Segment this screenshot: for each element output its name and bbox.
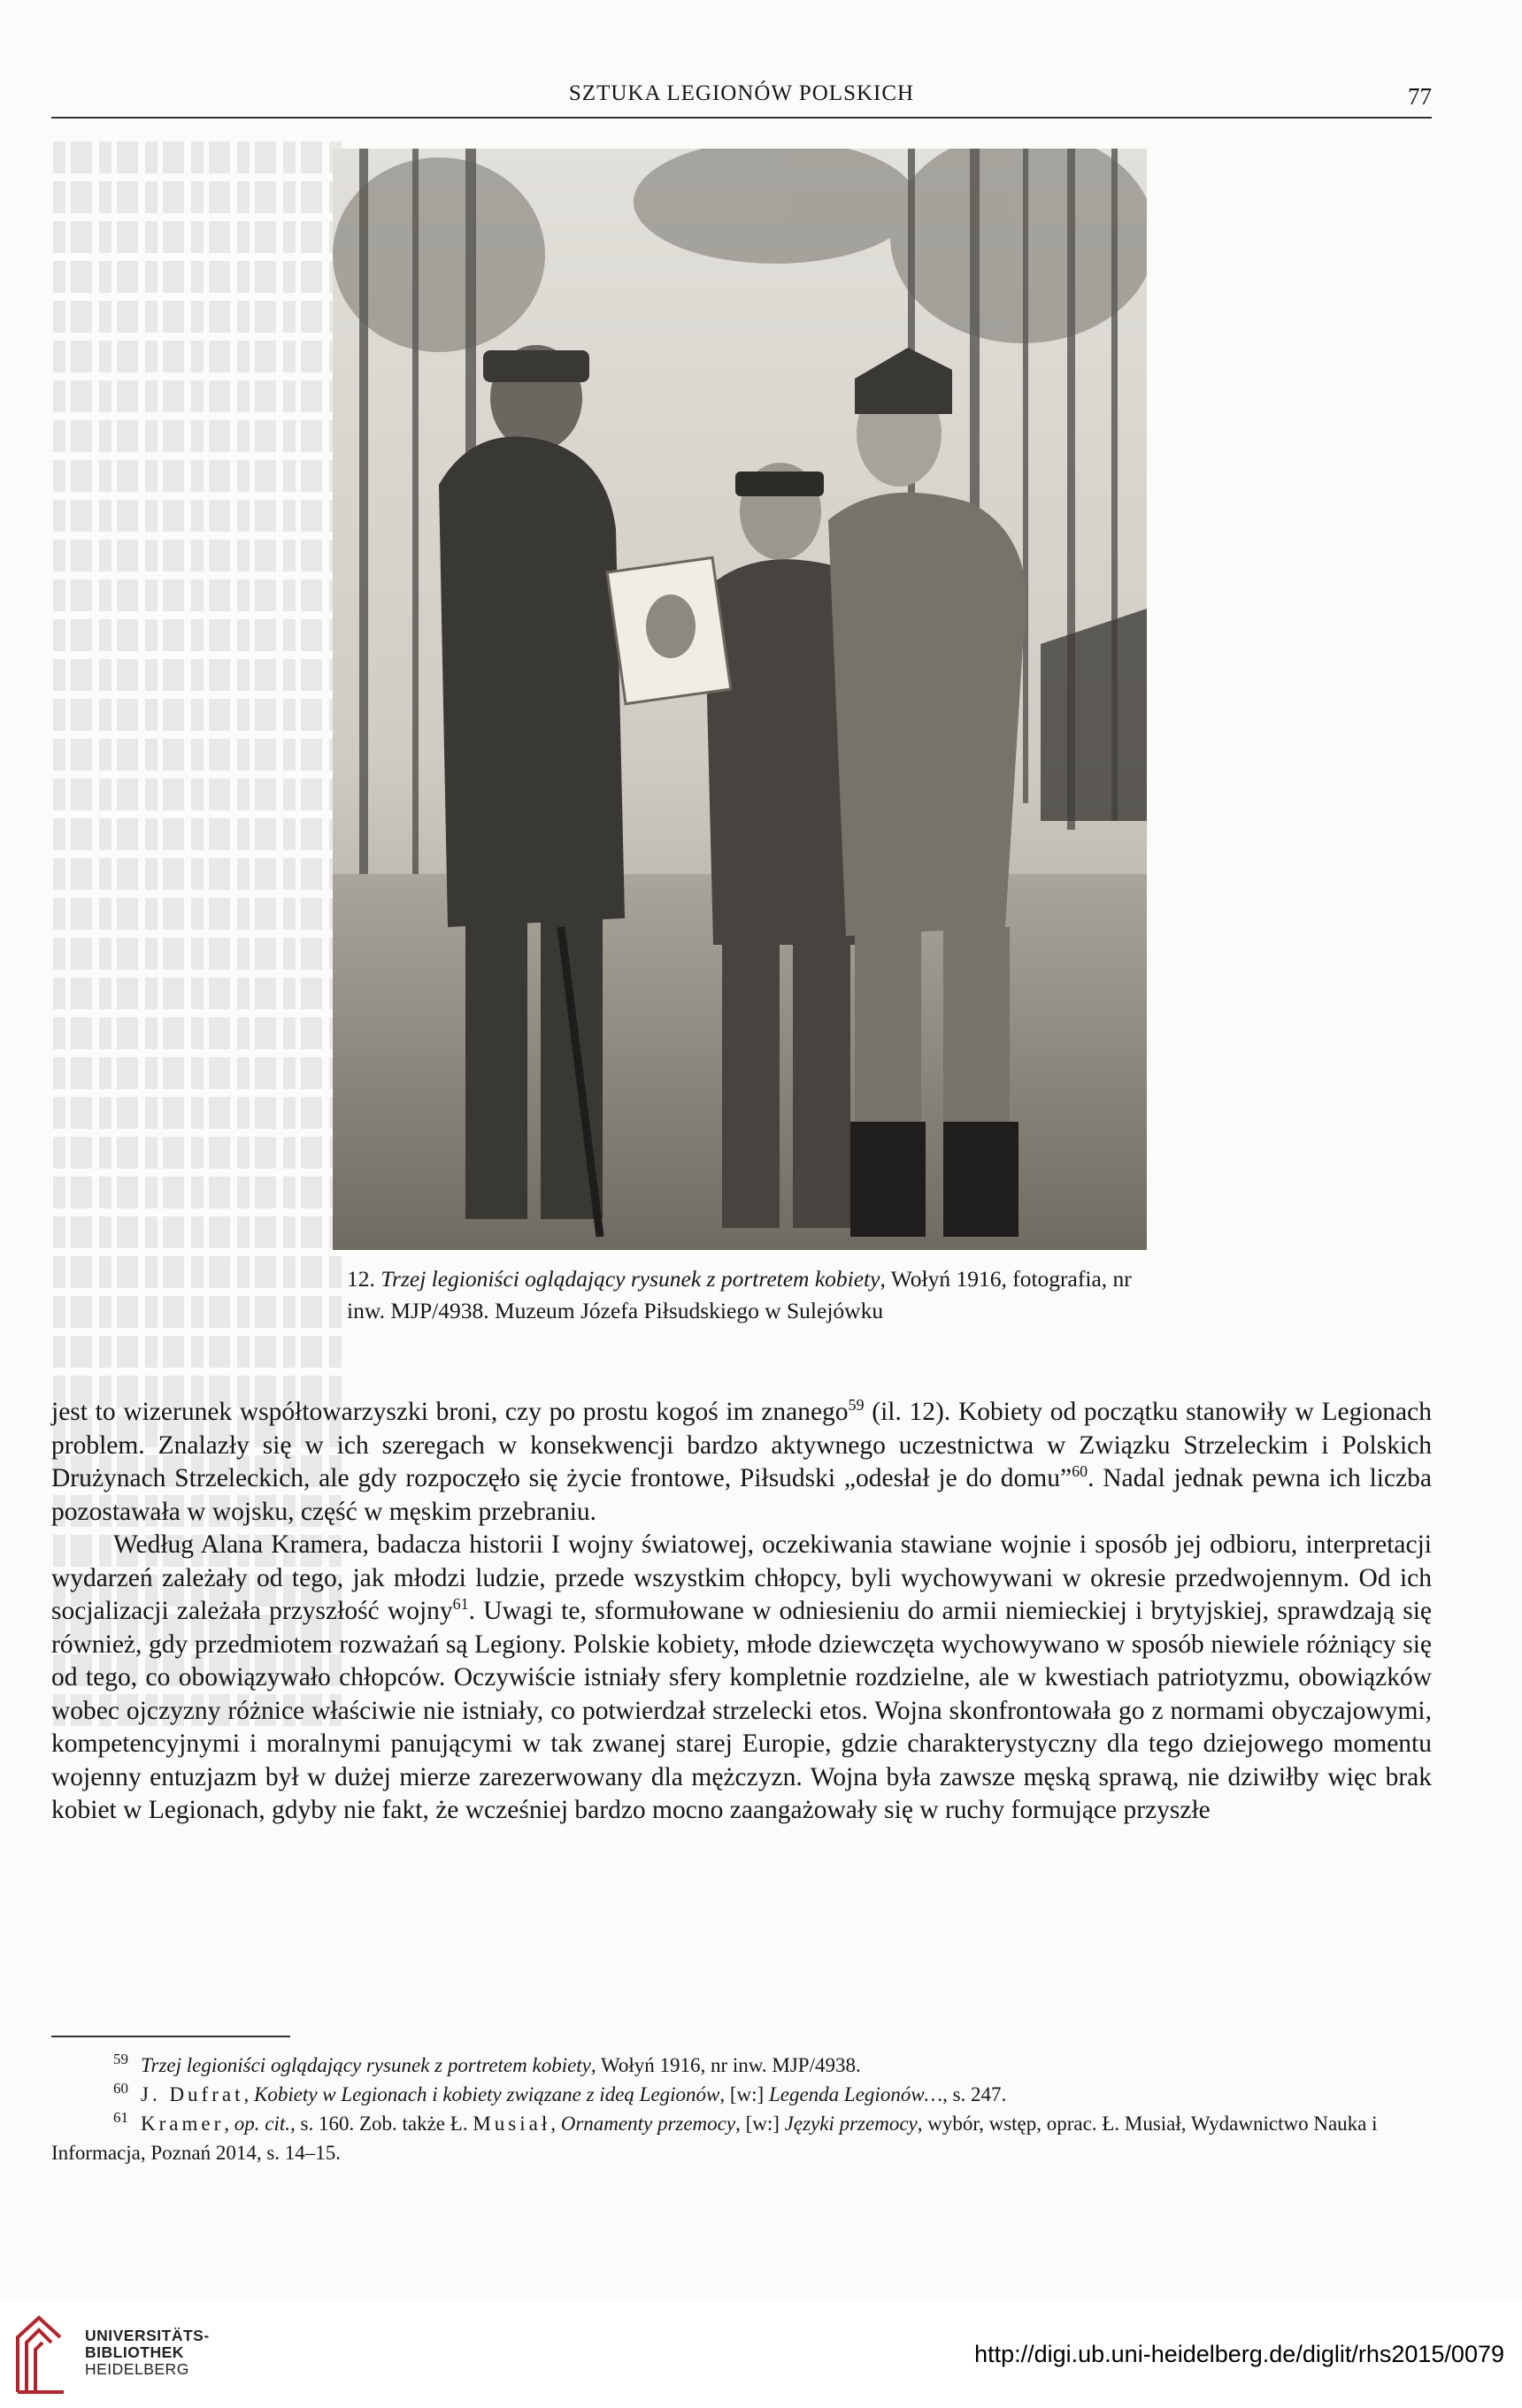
heidelberg-library-logo-icon: [12, 2311, 67, 2397]
footnote-source: Języki przemocy: [784, 2113, 918, 2135]
footnote-text: , [w:]: [735, 2113, 785, 2135]
photo-illustration: [333, 149, 1147, 1250]
footnote-text: , s. 247.: [942, 2083, 1007, 2105]
source-url-link[interactable]: http://digi.ub.uni-heidelberg.de/diglit/rhs2015/0079: [974, 2341, 1504, 2367]
footnote-number: 59: [113, 2051, 128, 2068]
paragraph: [51, 1529, 1432, 1828]
footnote-ref: 61: [452, 1595, 469, 1614]
footnote: $^{60}$ J. Dufrat, Kobiety w Legionach i kobiety związane z ideą Legionów, [w:] Legenda Legionów…, s. 247.: [113, 2080, 1007, 2105]
library-name-line: BIBLIOTHEK: [85, 2343, 184, 2361]
footnote-author: Musiał: [473, 2113, 551, 2135]
footnote-ref: 59: [848, 1396, 865, 1415]
footnote: [51, 2051, 1432, 2080]
footnote-title: Trzej legioniści oglądający rysunek z portretem kobiety: [141, 2054, 591, 2076]
page-number: 77: [1408, 83, 1432, 110]
footnote-author: J. Dufrat: [141, 2083, 244, 2105]
footnote-text: , s. 160. Zob. także Ł.: [290, 2113, 473, 2135]
running-title: SZTUKA LEGIONÓW POLSKICH: [568, 81, 915, 105]
footnote-ref: 60: [1072, 1462, 1088, 1481]
footnote-text: , Wołyń 1916, nr inw. MJP/4938.: [590, 2054, 861, 2076]
text-run: jest to wizerunek współtowarzyszki broni, czy po prostu kogoś im znanego: [51, 1398, 849, 1426]
library-name: [85, 2327, 210, 2378]
footnote-title: Kobiety w Legionach i kobiety związane z ideą Legionów: [253, 2083, 720, 2105]
caption-details: , Wołyń 1916, fotografia, nr inw. MJP/4938. Muzeum Józefa Piłsudskiego w Sulejówku: [347, 1266, 1132, 1323]
caption-title: Trzej legioniści oglądający rysunek z portretem kobiety: [380, 1266, 880, 1292]
footnote-separator: [51, 2036, 290, 2037]
footnote-number: 61: [113, 2109, 128, 2127]
library-name-line: UNIVERSITÄTS-: [85, 2327, 210, 2344]
text-run: Według Alana Kramera, badacza historii I wojny światowej, oczekiwania stawiane wojnie i sposób jej odbioru, interpretacji wydarzeń zależały od tego, jak młodzi ludzie, przede wszystkim chłopcy, byli wychowywani w okresie przedwojennym. Od ich socjalizacji zależała przyszłość wojny: [51, 1530, 1432, 1625]
footnote-title: Ornamenty przemocy: [560, 2113, 736, 2135]
caption-number: 12.: [347, 1266, 375, 1292]
footnotes: [51, 2051, 1432, 2167]
footnote-text: , wybór, wstęp, oprac. Ł. Musiał, Wydawnictwo Nauka i Informacja, Poznań 2014, s. 14–15.: [51, 2113, 1378, 2164]
text-run: . Uwagi te, sformułowane w odniesieniu do armii niemieckiej i brytyjskiej, sprawdzają się również, gdy przedmiotem rozważań są Legiony. Polskie kobiety, młode dziewczęta wychowywano w sposób niewiele różniący się od tego, co obowiązywało chłopców. Oczywiście istniały sfery kompletnie rozdzielne, ale w kwestiach patriotyzmu, obowiązków wobec ojczyzny różnice właściwie nie istniały, co potwierdzał strzelecki etos. Wojna skonfrontowała go z normami obyczajowymi, kompetencyjnymi i moralnymi panującymi w tak zwanej starej Europie, gdzie charakterystyczny dla tego dziejowego momentu wojenny entuzjazm był w dużej mierze zarezerwowany dla mężczyzn. Wojna była zawsze męską sprawą, nie dziwiłby więc brak kobiet w Legionach, gdyby nie fakt, że wcześniej bardzo mocno zaangażowały się w ruchy formujące przyszłe: [51, 1597, 1432, 1824]
running-header: [51, 81, 1432, 119]
historical-photograph: [333, 149, 1147, 1250]
footnote-number: 60: [113, 2080, 128, 2097]
paragraph: [51, 1396, 1432, 1529]
footnote-text: , [w:]: [719, 2083, 769, 2105]
text-run: (il. 12). Kobiety od początku stanowiły w Legionach problem. Znalazły się w ich szeregach w konsekwencji bardzo aktywnego uczestnictwa w Związku Strzeleckim i Polskich Drużynach Strzeleckich, ale gdy rozpoczęło się życie frontowe, Piłsudski „odesłał je do domu”: [51, 1398, 1432, 1492]
figure-caption: [347, 1263, 1170, 1327]
main-text: [51, 1396, 1432, 1828]
footnote-opcit: op. cit.: [234, 2113, 290, 2135]
library-name-line: HEIDELBERG: [85, 2360, 189, 2378]
footnote: $^{61}$ Kramer, op. cit., s. 160. Zob. także Ł. Musiał, Ornamenty przemocy, [w:] Języki przemocy, wybór, wstęp, oprac. Ł. Musiał, Wydawnictwo Nauka i Informacja, Poznań 2014, s. 14–15.: [51, 2109, 1378, 2164]
footnote-author: Kramer: [141, 2113, 225, 2135]
footnote-source: Legenda Legionów…: [768, 2083, 943, 2105]
text-run: . Nadal jednak pewna ich liczba pozostawała w wojsku, część w męskim przebraniu.: [51, 1464, 1432, 1526]
